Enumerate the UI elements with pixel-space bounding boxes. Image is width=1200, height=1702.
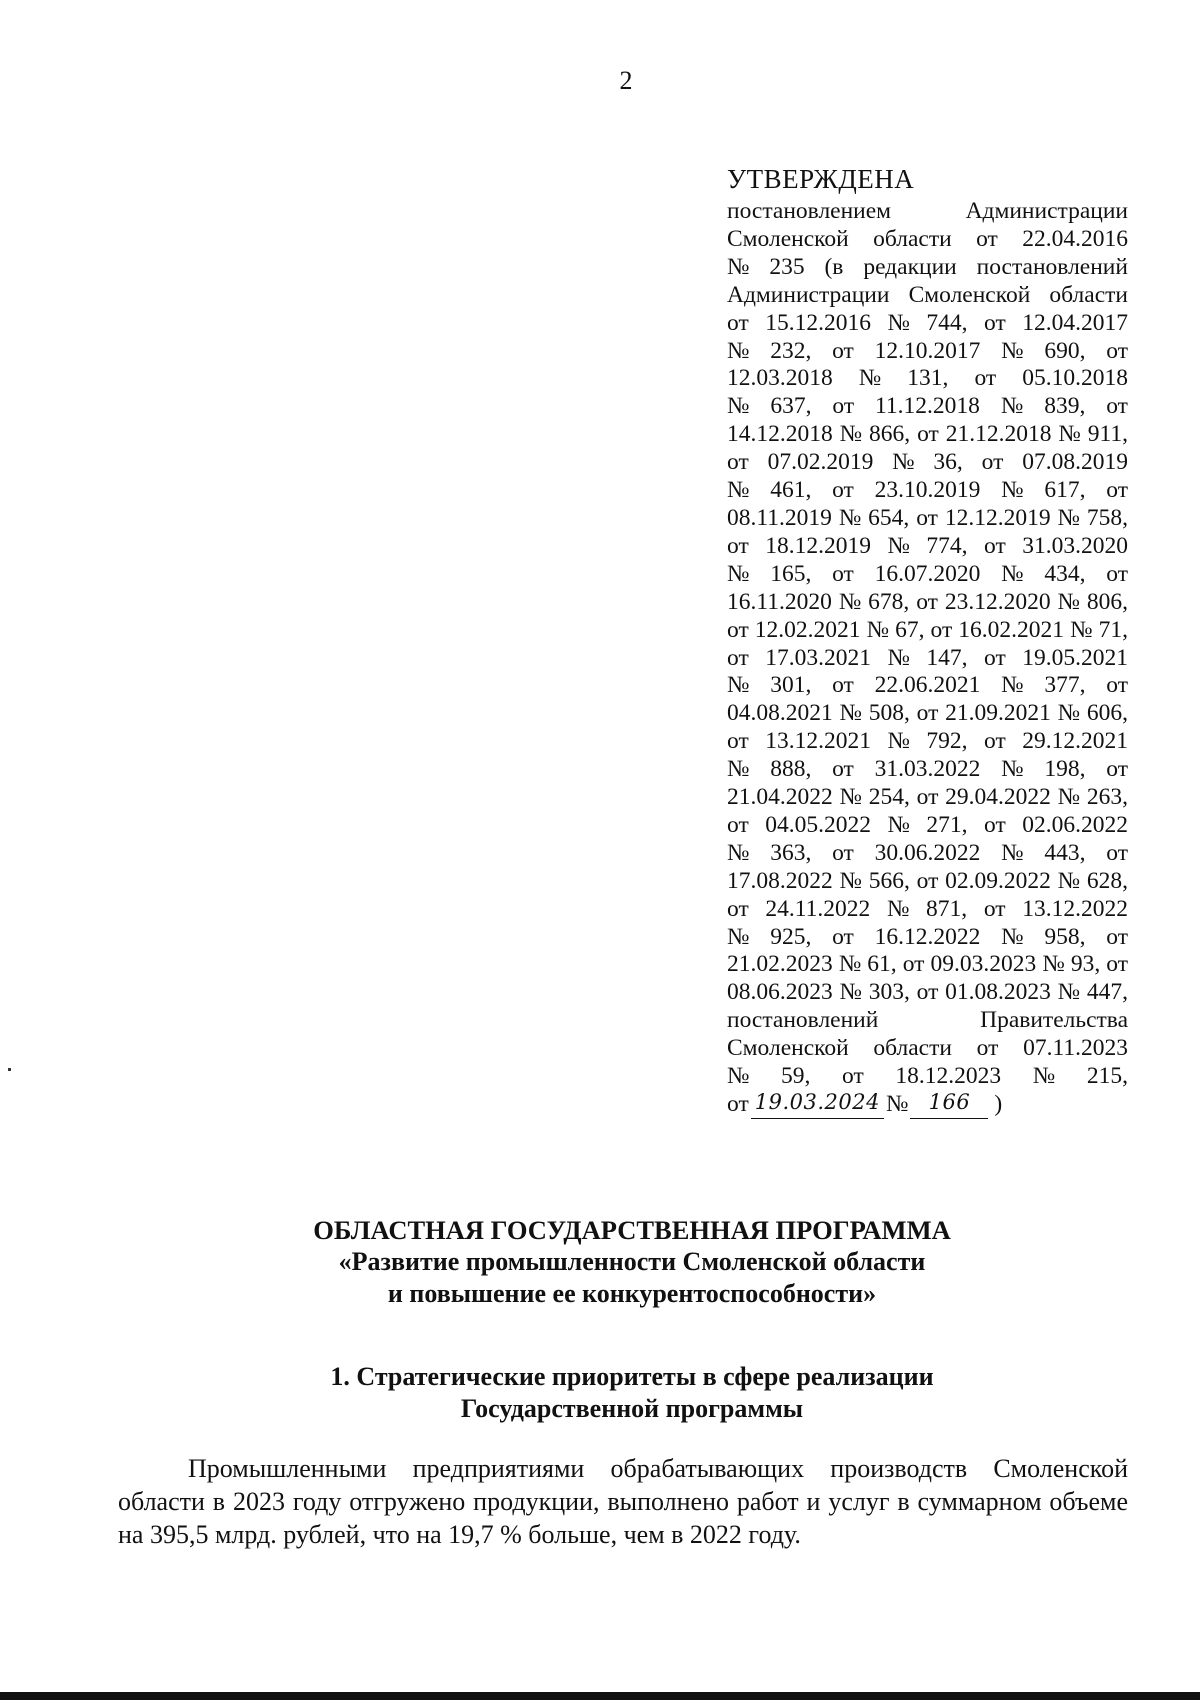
approval-word: 566, (868, 867, 910, 894)
approval-line (727, 254, 1128, 282)
approval-line (727, 310, 1128, 338)
page-number: 2 (619, 66, 633, 95)
approval-word: 21.04.2022 (727, 784, 833, 811)
approval-word: 29.04.2022 (945, 784, 1051, 811)
approval-line (727, 589, 1128, 617)
approval-word: 744, (926, 309, 968, 336)
handwritten-date: 19.03.2024 (751, 1091, 884, 1119)
approval-word: 36, (933, 449, 963, 476)
approval-word: № (1057, 979, 1081, 1006)
approval-line (727, 1035, 1128, 1063)
approval-word: № (866, 616, 890, 643)
approval-word: от (976, 1035, 999, 1062)
approval-word: 617, (1044, 477, 1086, 504)
approval-word: от (1106, 839, 1128, 866)
approval-word: № (887, 811, 910, 838)
approval-word: от (1106, 672, 1128, 699)
approval-word: от (832, 923, 854, 950)
approval-word: № (839, 784, 862, 811)
approval-word: 678, (868, 588, 910, 615)
approval-word: от (832, 839, 854, 866)
approval-word: 59, (781, 1063, 811, 1090)
approval-word: 303, (868, 979, 910, 1006)
approval-word: 07.08.2019 (1022, 449, 1128, 476)
approval-word: № (839, 867, 862, 894)
approval-word: 16.11.2020 (727, 588, 832, 615)
approval-word: 04.08.2021 (727, 700, 833, 727)
approval-word: от (983, 895, 1006, 922)
approval-word: 21.12.2018 (945, 421, 1052, 448)
program-title (0, 1214, 1200, 1310)
approval-word: 09.03.2023 (930, 951, 1037, 978)
approval-word: № (1058, 421, 1081, 448)
handwritten-number: 166 (910, 1091, 988, 1119)
approval-word: 12.04.2017 (1022, 309, 1128, 336)
approval-word: от (974, 365, 997, 392)
approval-word: № (1001, 839, 1024, 866)
approval-word: № (892, 449, 915, 476)
approval-word: № (1001, 560, 1024, 587)
approval-word: редакции (863, 253, 957, 280)
approval-word: от (832, 672, 854, 699)
section-heading-line2: Государственной программы (460, 1394, 804, 1423)
approval-word: от (984, 532, 1006, 559)
approval-word: 17.08.2022 (727, 867, 833, 894)
approval-word: от (976, 225, 998, 252)
approval-word: от (917, 421, 939, 448)
approval-word: от (984, 728, 1006, 755)
approval-word: от (902, 951, 925, 978)
approval-word: № (1057, 504, 1080, 531)
approval-word: 806, (1086, 588, 1128, 615)
approval-word: 628, (1086, 867, 1128, 894)
approval-word: № (1057, 784, 1081, 811)
approval-word: 911, (1087, 421, 1128, 448)
program-title-line2: «Развитие промышленности Смоленской области (338, 1247, 926, 1276)
approval-word: области (873, 1035, 952, 1062)
approval-word: № (839, 421, 863, 448)
approval-word: 02.06.2022 (1022, 811, 1128, 838)
approval-word: 18.12.2019 (765, 532, 871, 559)
approval-word: от (981, 449, 1004, 476)
approval-word: от (727, 449, 749, 476)
approval-word: № (887, 728, 910, 755)
approval-word: 637, (770, 393, 812, 420)
approval-word: от (984, 309, 1006, 336)
approval-word: от (1106, 756, 1128, 783)
approval-word: 508, (868, 700, 910, 727)
approval-word: 05.10.2018 (1022, 365, 1128, 392)
approval-word: 24.11.2022 (765, 895, 871, 922)
section-heading-line1: 1. Стратегические приоритеты в сфере реализации (330, 1362, 934, 1391)
approval-word: 19.05.2021 (1022, 644, 1128, 671)
approval-word: 235 (769, 253, 805, 280)
program-title-line1: ОБЛАСТНАЯ ГОСУДАРСТВЕННАЯ ПРОГРАММА (313, 1215, 951, 1245)
approval-line (727, 533, 1128, 561)
approval-line (727, 1063, 1128, 1091)
approval-heading: УТВЕРЖДЕНА (727, 164, 915, 194)
approval-word: 925, (770, 923, 812, 950)
approval-word: от (842, 1063, 864, 1090)
approval-word: от (916, 979, 939, 1006)
approval-word: от (916, 588, 938, 615)
approval-word: от (916, 784, 939, 811)
approval-word: № (727, 756, 750, 783)
approval-word: 04.05.2022 (765, 811, 871, 838)
approval-line (727, 700, 1128, 728)
approval-word: от (1106, 923, 1128, 950)
approval-word: 14.12.2018 (727, 421, 833, 448)
approval-word: 271, (926, 811, 968, 838)
approval-word: 839, (1044, 393, 1086, 420)
approval-line (727, 645, 1128, 673)
approval-word: от (727, 616, 749, 643)
approval-line (727, 672, 1128, 700)
approval-word: № (727, 1063, 750, 1090)
approval-word: № (887, 532, 910, 559)
approval-word: 12.02.2021 (754, 616, 861, 643)
approval-word: 93, (1070, 951, 1101, 978)
approval-word: 12.03.2018 (727, 365, 833, 392)
approval-word: 01.08.2023 (945, 979, 1051, 1006)
approval-word: № (727, 560, 750, 587)
approval-word: от (916, 867, 939, 894)
approval-line (727, 756, 1128, 784)
approval-word: 165, (770, 560, 812, 587)
approval-word: № (1000, 393, 1024, 420)
approval-line (727, 840, 1128, 868)
approval-word: 654, (868, 504, 910, 531)
approval-word: № (1001, 337, 1024, 364)
approval-word: 461, (770, 477, 812, 504)
approval-word: от (1106, 337, 1128, 364)
approval-last-line (727, 1091, 1128, 1119)
approval-word: 12.12.2019 (944, 504, 1051, 531)
closing-paren: ) (994, 1091, 1003, 1117)
approval-word: № (727, 393, 750, 420)
approval-word: 12.10.2017 (874, 337, 981, 364)
approval-word: 690, (1044, 337, 1086, 364)
approval-word: 71, (1098, 616, 1128, 643)
approval-word: постановлений (727, 1007, 879, 1034)
approval-word: № (1057, 588, 1080, 615)
approval-line (727, 561, 1128, 589)
approval-word: 866, (869, 421, 911, 448)
approval-word: 888, (770, 756, 812, 783)
approval-word: № (1001, 756, 1024, 783)
approval-word: 377, (1044, 672, 1086, 699)
approval-word: 758, (1086, 504, 1128, 531)
approval-word: от (1106, 560, 1128, 587)
approval-word: 61, (867, 951, 897, 978)
approval-word: от (727, 811, 749, 838)
approval-line (727, 365, 1128, 393)
approval-word: № (727, 337, 750, 364)
approval-word: 31.03.2020 (1022, 532, 1128, 559)
approval-word: от (727, 532, 749, 559)
approval-word: Смоленской (727, 225, 849, 252)
approval-word: № (727, 839, 750, 866)
approval-line (727, 282, 1128, 310)
approval-word: 871, (926, 895, 968, 922)
approval-word: 263, (1086, 784, 1128, 811)
approval-word: 774, (926, 532, 968, 559)
approval-word: 16.02.2021 (958, 616, 1065, 643)
approval-word: постановлением (727, 198, 892, 224)
approval-line (727, 226, 1128, 254)
approval-line (727, 728, 1128, 756)
approval-word: постановлений (976, 253, 1128, 280)
approval-line (727, 1007, 1128, 1035)
approval-word: 22.04.2016 (1022, 225, 1128, 252)
scan-artifact-dot (8, 1068, 11, 1071)
approval-word: 215, (1086, 1063, 1128, 1090)
approval-word: 16.12.2022 (874, 923, 981, 950)
approval-word: № (858, 365, 882, 392)
approval-line (727, 198, 1128, 226)
approval-word: 792, (926, 728, 968, 755)
approval-word: 147, (926, 644, 968, 671)
approval-word: 21.09.2021 (945, 700, 1051, 727)
approval-line (727, 951, 1128, 979)
approval-word: (в (824, 253, 844, 280)
approval-word: 254, (868, 784, 910, 811)
approval-line (727, 393, 1128, 421)
approval-word: № (1057, 867, 1081, 894)
approval-word: 08.11.2019 (727, 504, 832, 531)
approval-line (727, 617, 1128, 645)
approval-word: № (1001, 923, 1024, 950)
approval-word: 363, (770, 839, 812, 866)
approval-word: 232, (770, 337, 812, 364)
approval-line (727, 338, 1128, 366)
approval-word: от (727, 644, 749, 671)
program-title-line3: и повышение ее конкурентоспособности» (387, 1279, 877, 1308)
approval-word: 23.12.2020 (944, 588, 1051, 615)
number-sign: № (885, 1091, 909, 1117)
approval-word: от (727, 728, 749, 755)
approval-word: № (1070, 616, 1093, 643)
approval-word: от (832, 560, 854, 587)
approval-text (727, 198, 1128, 1091)
approval-word: № (887, 309, 910, 336)
approval-word: № (839, 979, 862, 1006)
last-line-prefix: от (727, 1091, 749, 1117)
approval-word: 13.12.2022 (1022, 895, 1128, 922)
approval-word: от (930, 616, 953, 643)
approval-word: от (984, 644, 1006, 671)
approval-word: Администрации (965, 198, 1128, 224)
approval-word: 606, (1086, 700, 1128, 727)
approval-word: 30.06.2022 (874, 839, 981, 866)
approval-word: от (1106, 477, 1128, 504)
approval-word: от (832, 393, 855, 420)
approval-word: № (1032, 1063, 1056, 1090)
approval-word: № (727, 477, 750, 504)
approval-word: № (838, 588, 862, 615)
approval-word: Смоленской (727, 1035, 849, 1062)
approval-word: 22.06.2021 (874, 672, 981, 699)
approval-word: № (727, 253, 750, 280)
approval-word: 11.12.2018 (875, 393, 980, 420)
approval-line (727, 979, 1128, 1007)
body-paragraph: Промышленными предприятиями обрабатывающих производств Смоленской области в 2023 году отгружено продукции, выполнено работ и услуг в суммарном объеме на 395,5 млрд. рублей, что на 19,7 % больше, чем в 2022 году. (118, 1454, 1128, 1549)
approval-word: 31.03.2022 (874, 756, 981, 783)
approval-word: № (1042, 951, 1065, 978)
approval-word: Правительства (980, 1007, 1128, 1034)
approval-word: Смоленской (908, 281, 1031, 308)
approval-word: 21.02.2023 (727, 951, 833, 978)
approval-word: 15.12.2016 (765, 309, 871, 336)
approval-word: от (727, 309, 749, 336)
approval-word: области (873, 225, 952, 252)
approval-line (727, 924, 1128, 952)
approval-line (727, 784, 1128, 812)
approval-line (727, 868, 1128, 896)
approval-word: от (984, 811, 1006, 838)
approval-word: 131, (907, 365, 949, 392)
bottom-scan-edge (0, 1692, 1200, 1700)
approval-word: 02.09.2022 (945, 867, 1051, 894)
approval-word: 07.11.2023 (1023, 1035, 1128, 1062)
approval-word: № (727, 672, 750, 699)
approval-word: № (887, 644, 910, 671)
approval-word: 23.10.2019 (874, 477, 981, 504)
approval-line (727, 505, 1128, 533)
approval-word: 447, (1086, 979, 1128, 1006)
section-heading (0, 1361, 1200, 1425)
approval-stamp-block (727, 162, 1128, 1119)
approval-word: от (916, 700, 939, 727)
approval-word: 13.12.2021 (765, 728, 871, 755)
approval-line (727, 896, 1128, 924)
approval-line (727, 812, 1128, 840)
approval-word: № (838, 951, 862, 978)
approval-word: № (1057, 700, 1081, 727)
approval-word: 16.07.2020 (874, 560, 981, 587)
approval-word: 443, (1044, 839, 1086, 866)
approval-word: № (886, 895, 910, 922)
approval-word: 198, (1044, 756, 1086, 783)
approval-word: 08.06.2023 (727, 979, 833, 1006)
approval-word: области (1049, 281, 1128, 308)
approval-word: № (727, 923, 750, 950)
approval-word: Администрации (727, 281, 890, 308)
approval-word: 301, (770, 672, 812, 699)
approval-word: 17.03.2021 (765, 644, 871, 671)
approval-word: от (727, 895, 749, 922)
approval-word: от (916, 504, 938, 531)
approval-line (727, 477, 1128, 505)
approval-word: от (832, 337, 854, 364)
approval-word: № (1001, 672, 1024, 699)
approval-word: 07.02.2019 (767, 449, 874, 476)
approval-word: 958, (1044, 923, 1086, 950)
approval-word: от (1106, 951, 1128, 978)
approval-line (727, 449, 1128, 477)
approval-word: от (832, 477, 854, 504)
approval-word: от (832, 756, 854, 783)
approval-word: 434, (1044, 560, 1086, 587)
approval-word: 29.12.2021 (1022, 728, 1128, 755)
approval-word: от (1106, 393, 1128, 420)
approval-word: № (839, 700, 862, 727)
approval-word: 67, (895, 616, 925, 643)
approval-word: 18.12.2023 (895, 1063, 1002, 1090)
approval-word: № (838, 504, 862, 531)
approval-line (727, 421, 1128, 449)
approval-word: № (1001, 477, 1024, 504)
